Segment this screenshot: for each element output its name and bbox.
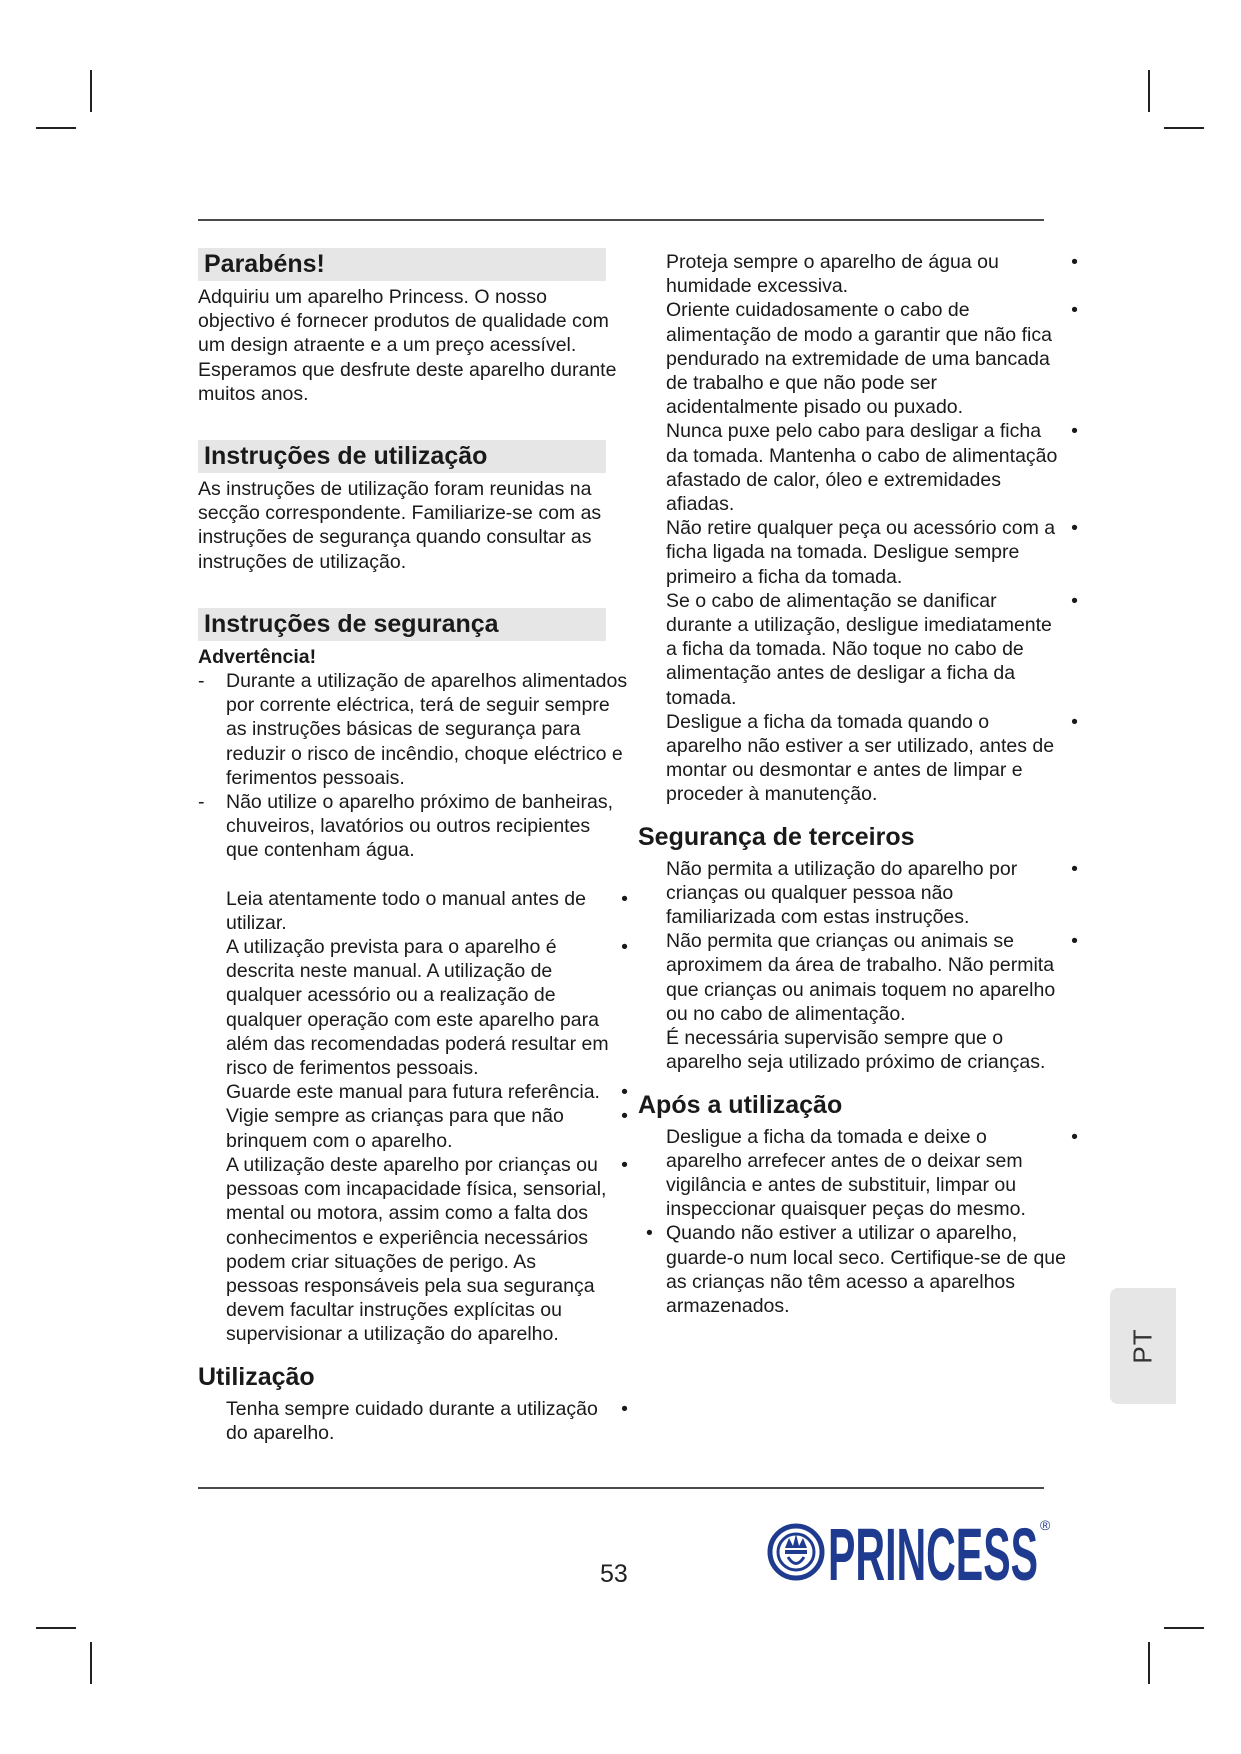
bullet-marker: • <box>1071 857 1078 880</box>
list-item-text: Vigie sempre as crianças para que não brinquem com o aparelho. <box>226 1105 564 1152</box>
bottom-rule <box>198 1487 1044 1489</box>
list-item <box>638 589 1078 710</box>
list-item-text: Desligue a ficha da tomada quando o aparelho não estiver a ser utilizado, antes de montar ou desmontar e antes de limpar e proceder à manutenção. <box>666 710 1055 806</box>
crop-mark <box>90 70 92 112</box>
list-item <box>198 887 628 935</box>
page-number: 53 <box>600 1560 628 1588</box>
list-item-text: Tenha sempre cuidado durante a utilização do aparelho. <box>226 1397 598 1444</box>
bullet-marker: • <box>1071 299 1078 322</box>
bullet-marker: • <box>621 1081 628 1104</box>
list-item <box>198 1080 628 1104</box>
bullet-marker: • <box>621 1105 628 1128</box>
list-item-text: Guarde este manual para futura referência. <box>226 1081 600 1104</box>
language-tab-label: PT <box>1127 1328 1158 1364</box>
list-item-text: Quando não estiver a utilizar o aparelho, guarde-o num local seco. Certifique-se de que as crianças não têm acesso a aparelhos armazenados. <box>666 1222 1066 1317</box>
bullet-marker: • <box>1071 589 1078 612</box>
list-item <box>638 929 1078 1026</box>
usage-instructions-heading: Instruções de utilização <box>198 440 606 473</box>
list-item <box>198 935 628 1080</box>
congrats-text: Adquiriu um aparelho Princess. O nosso objectivo é fornecer produtos de qualidade com um design atraente e a um preço acessível. Esperamos que desfrute deste aparelho durante muitos anos. <box>198 286 617 405</box>
right-column <box>638 250 1078 1318</box>
list-item-text: Não permita a utilização do aparelho por crianças ou qualquer pessoa não familiarizada com estas instruções. <box>666 857 1018 929</box>
bullet-marker: • <box>1071 251 1078 273</box>
warning-label: Advertência! <box>198 645 317 668</box>
bullet-marker: • <box>646 1222 653 1245</box>
list-item <box>638 419 1078 516</box>
list-item-text: A utilização prevista para o aparelho é descrita neste manual. A utilização de qualquer acessório ou a realização de qualquer operação com este aparelho para além das recomendadas poderá resultar em risco de ferimentos pessoais. <box>226 936 609 1080</box>
list-item-text: Não permita que crianças ou animais se aproximem da área de trabalho. Não permita que crianças ou animais toquem no aparelho ou no cabo de alimentação. <box>666 930 1056 1025</box>
safety-instructions-heading: Instruções de segurança <box>198 608 606 641</box>
usage-heading: Utilização <box>198 1362 315 1391</box>
brand-name: PRINCESS <box>828 1513 1038 1590</box>
bullet-marker: • <box>1071 930 1078 953</box>
princess-logo <box>766 1512 1056 1590</box>
list-item <box>638 516 1078 589</box>
left-column <box>198 248 628 1445</box>
dash-item <box>198 669 628 790</box>
list-item <box>198 1397 628 1445</box>
crop-mark <box>1164 1627 1204 1629</box>
dash-marker: - <box>198 670 205 693</box>
list-item <box>638 1026 1078 1074</box>
list-item-text: Desligue a ficha da tomada e deixe o aparelho arrefecer antes de o deixar sem vigilância e antes de substituir, limpar ou inspeccionar quaisquer peças do mesmo. <box>666 1125 1026 1221</box>
crop-mark <box>36 127 76 129</box>
language-tab <box>1110 1288 1176 1404</box>
list-item-text: Se o cabo de alimentação se danificar durante a utilização, desligue imediatamente a ficha da tomada. Não toque no cabo de alimentação antes de desligar a ficha da tomada. <box>666 589 1052 709</box>
list-item-text: Oriente cuidadosamente o cabo de alimentação de modo a garantir que não fica pendurado na extremidade de uma bancada de trabalho e que não pode ser acidentalmente pisado ou puxado. <box>666 299 1052 419</box>
crop-mark <box>1164 127 1204 129</box>
bullet-marker: • <box>621 936 628 959</box>
bullet-marker: • <box>621 887 628 910</box>
list-item <box>638 857 1078 930</box>
bullet-marker: • <box>621 1153 628 1176</box>
dash-item <box>198 790 628 863</box>
registered-mark: ® <box>1040 1517 1051 1533</box>
congrats-heading: Parabéns! <box>198 248 606 281</box>
crop-mark <box>1148 70 1150 112</box>
list-item <box>638 710 1078 807</box>
list-item-text: Não retire qualquer peça ou acessório com a ficha ligada na tomada. Desligue sempre primeiro a ficha da tomada. <box>666 517 1056 588</box>
list-item <box>198 1104 628 1152</box>
list-item <box>638 1221 1078 1318</box>
list-item-text: Proteja sempre o aparelho de água ou humidade excessiva. <box>666 251 999 298</box>
bullet-marker: • <box>1071 420 1078 443</box>
list-item <box>198 1153 628 1347</box>
crop-mark <box>1148 1642 1150 1684</box>
bullet-marker: • <box>1071 1125 1078 1148</box>
bullet-marker: • <box>1071 517 1078 540</box>
dash-item-text: Não utilize o aparelho próximo de banheiras, chuveiros, lavatórios ou outros recipientes que contenham água. <box>226 791 613 862</box>
crown-emblem-icon <box>770 1526 822 1578</box>
dash-marker: - <box>198 791 205 814</box>
after-use-heading: Após a utilização <box>638 1090 843 1119</box>
list-item <box>638 298 1078 419</box>
list-item-text: Nunca puxe pelo cabo para desligar a ficha da tomada. Mantenha o cabo de alimentação afastado de calor, óleo e extremidades afiadas. <box>666 420 1058 516</box>
third-party-safety-heading: Segurança de terceiros <box>638 822 915 851</box>
usage-instructions-text: As instruções de utilização foram reunidas na secção correspondente. Familiarize-se com as instruções de segurança quando consultar as instruções de utilização. <box>198 478 602 573</box>
crop-mark <box>90 1642 92 1684</box>
bullet-marker: • <box>1071 710 1078 733</box>
list-item <box>638 1125 1078 1222</box>
list-item <box>638 250 1078 298</box>
list-item-text: Leia atentamente todo o manual antes de utilizar. <box>226 887 586 934</box>
top-rule <box>198 219 1044 221</box>
list-item-text: A utilização deste aparelho por crianças ou pessoas com incapacidade física, sensorial, mental ou motora, assim como a falta dos conhecimentos e experiência necessários podem criar situações de perigo. As pessoas responsáveis pela sua segurança devem facultar instruções explícitas ou supervisionar a utilização do aparelho. <box>226 1153 607 1346</box>
bullet-marker: • <box>621 1397 628 1420</box>
dash-item-text: Durante a utilização de aparelhos alimentados por corrente eléctrica, terá de seguir sempre as instruções básicas de segurança para reduzir o risco de incêndio, choque eléctrico e ferimentos pessoais. <box>226 670 628 789</box>
crop-mark <box>36 1627 76 1629</box>
list-item-text: É necessária supervisão sempre que o aparelho seja utilizado próximo de crianças. <box>666 1027 1046 1074</box>
